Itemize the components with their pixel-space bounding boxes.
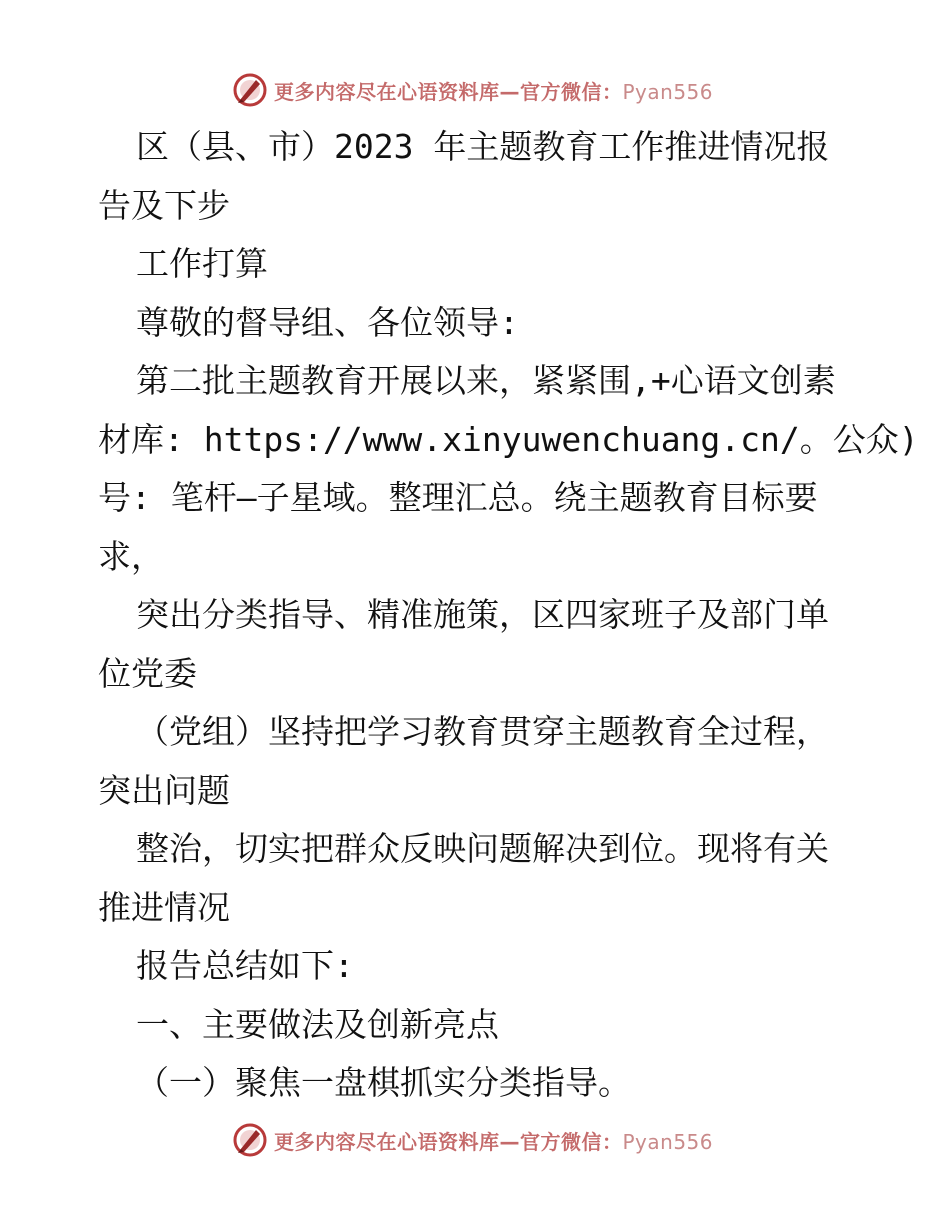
paragraph-line: 求， (98, 536, 164, 576)
paragraph-line: 位党委 (98, 653, 197, 693)
paragraph-line: 推进情况 (98, 887, 230, 927)
subsection-heading: （一）聚焦一盘棋抓实分类指导。 (136, 1063, 631, 1102)
section-heading: 一、主要做法及创新亮点 (136, 1004, 499, 1044)
paragraph-line: 突出分类指导、精准施策，区四家班子及部门单 (136, 595, 829, 634)
paragraph-line: 尊敬的督导组、各位领导: (136, 302, 519, 342)
paragraph-line: 材库: https://www.xinyuwenchuang.cn/。公众) (98, 419, 919, 459)
paragraph-line: 第二批主题教育开展以来，紧紧围,+心语文创素 (136, 361, 836, 400)
paragraph-line: （党组）坚持把学习教育贯穿主题教育全过程， (136, 712, 829, 751)
watermark-text: 更多内容尽在心语资料库—官方微信：Pyan556 (274, 1129, 714, 1154)
watermark-text: 更多内容尽在心语资料库—官方微信：Pyan556 (274, 79, 714, 104)
paragraph-line: 整治，切实把群众反映问题解决到位。现将有关 (136, 829, 829, 868)
footer-watermark (232, 1120, 752, 1160)
header-watermark (232, 70, 752, 110)
paragraph-line: 突出问题 (98, 770, 230, 810)
watermark-wechat-id: Pyan556 (622, 79, 714, 104)
pen-logo-icon (232, 1122, 268, 1158)
pen-logo-icon (232, 72, 268, 108)
paragraph-line: 告及下步 (98, 185, 230, 225)
paragraph-line: 报告总结如下: (136, 946, 354, 985)
paragraph-line: 工作打算 (136, 244, 268, 283)
document-body (98, 118, 919, 1113)
watermark-wechat-id: Pyan556 (622, 1129, 714, 1154)
paragraph-line: 号: 笔杆—子星域。整理汇总。绕主题教育目标要 (98, 478, 818, 517)
paragraph-line: 区（县、市）2023 年主题教育工作推进情况报 (136, 127, 830, 166)
